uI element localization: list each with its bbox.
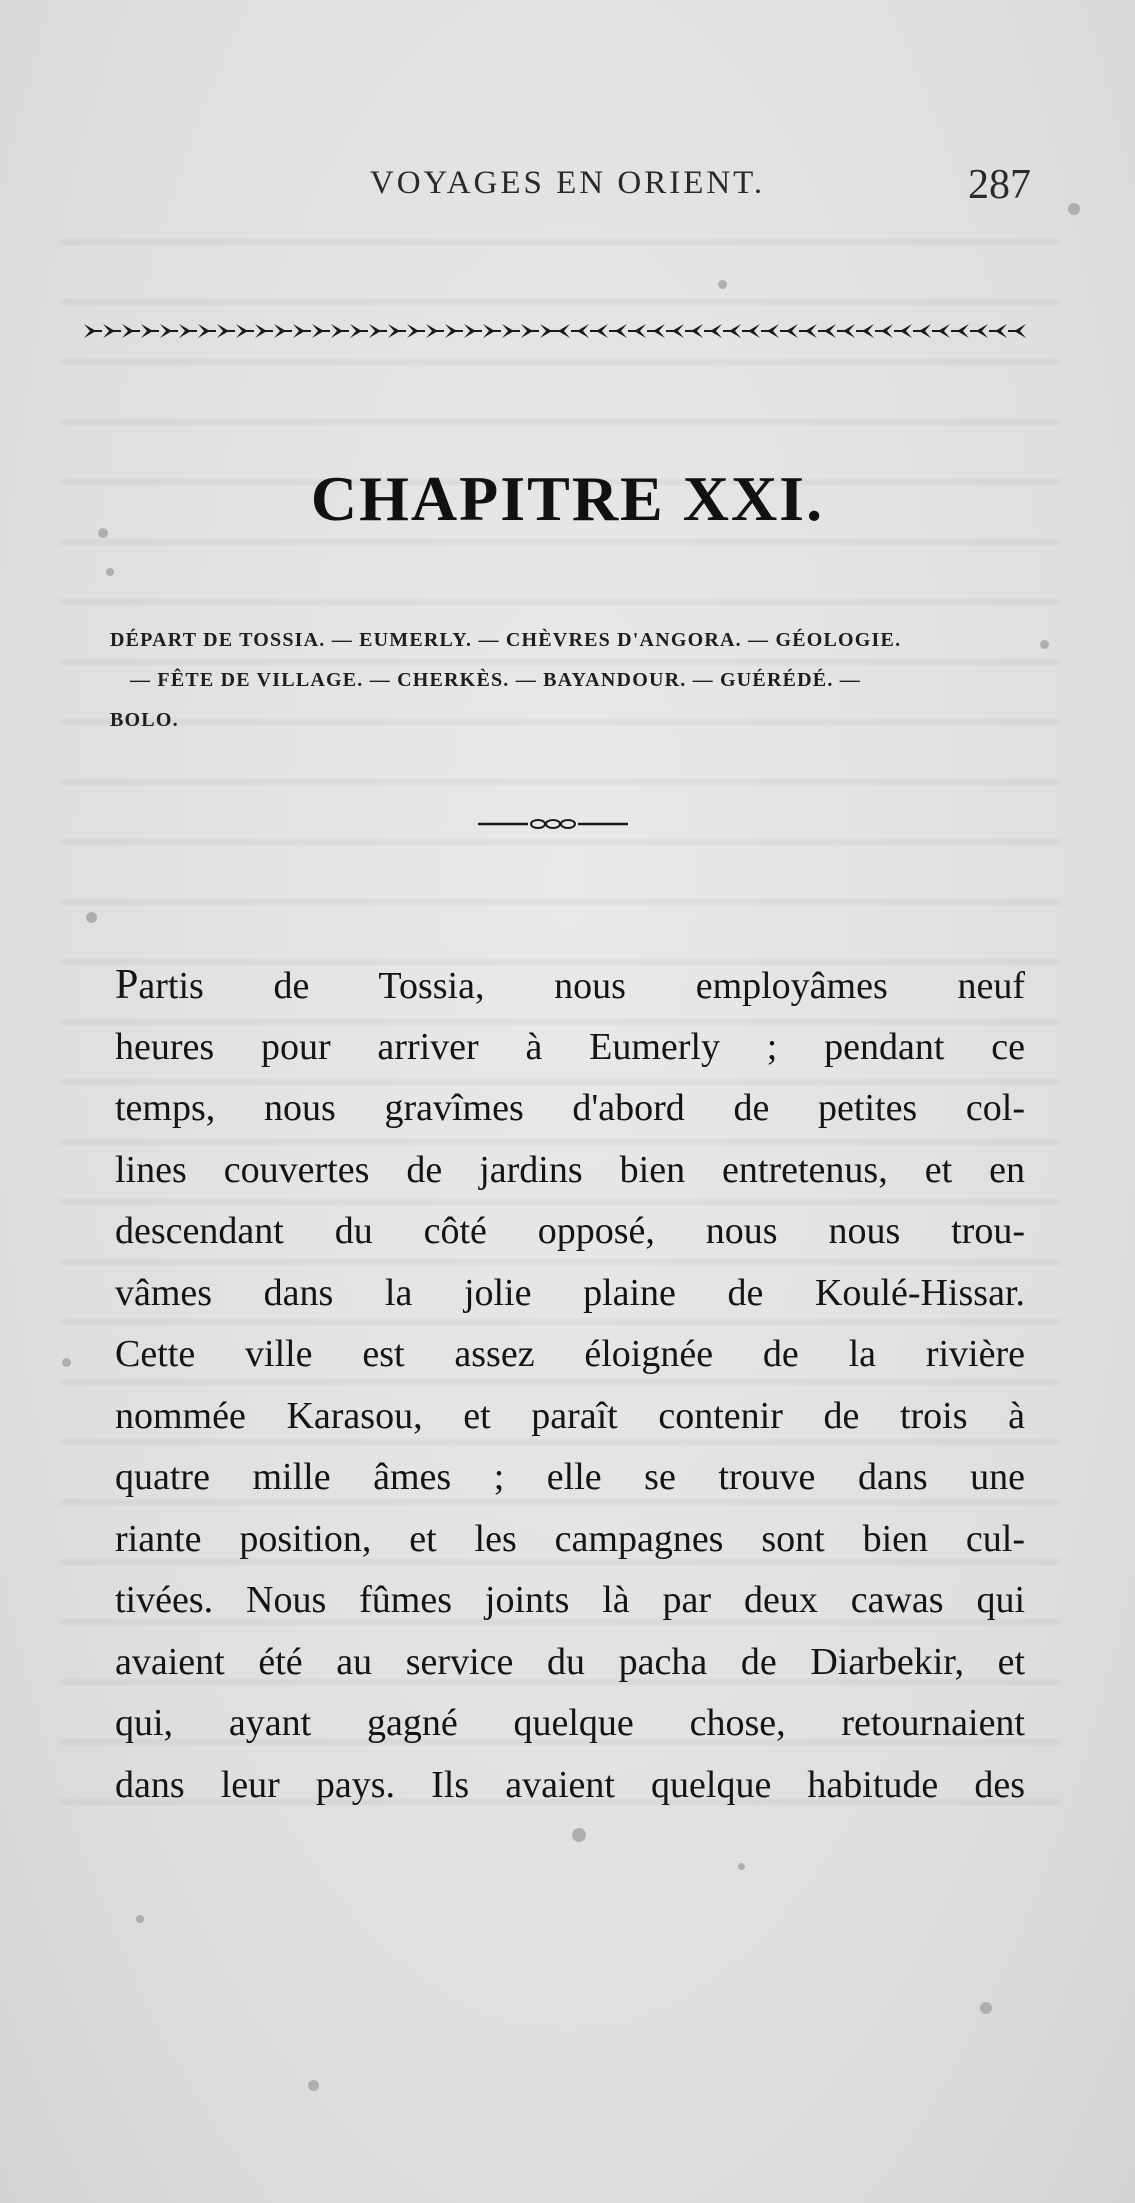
text-line: temps, nous gravîmes d'abord de petites col-	[115, 1087, 1025, 1129]
ornamental-rule	[82, 318, 1027, 344]
ornament-right-half	[552, 324, 1026, 338]
text-line: qui, ayant gagné quelque chose, retournaient	[115, 1702, 1025, 1744]
text-line: Partis de Tossia, nous employâmes neuf	[115, 962, 1025, 1008]
paper-speck	[86, 912, 97, 923]
ornament-left-half	[84, 324, 558, 338]
text-line: Cette ville est assez éloignée de la rivière	[115, 1333, 1025, 1375]
text-line: avaient été au service du pacha de Diarbekir, et	[115, 1640, 1025, 1683]
summary-line: BOLO.	[110, 709, 179, 731]
text-line: vâmes dans la jolie plaine de Koulé-Hissar.	[115, 1271, 1025, 1314]
paper-speck	[572, 1828, 586, 1842]
text-line: dans leur pays. Ils avaient quelque habitude des	[115, 1763, 1025, 1806]
running-title: VOYAGES EN ORIENT.	[369, 165, 766, 201]
summary-line: — FÊTE DE VILLAGE. — CHERKÈS. — BAYANDOUR. — GUÉRÉDÉ. —	[130, 669, 861, 691]
text-line: riante position, et les campagnes sont bien cul-	[115, 1517, 1025, 1560]
paper-speck	[980, 2002, 992, 2014]
text-line: lines couvertes de jardins bien entretenus, et en	[115, 1148, 1025, 1191]
paper-speck	[1068, 203, 1080, 215]
text-line: nommée Karasou, et paraît contenir de trois à	[115, 1394, 1025, 1437]
text-line: heures pour arriver à Eumerly ; pendant ce	[115, 1025, 1025, 1068]
section-divider-ornament	[478, 817, 628, 831]
text-line: descendant du côté opposé, nous nous trou-	[115, 1210, 1025, 1252]
text-line: tivées. Nous fûmes joints là par deux cawas qui	[115, 1579, 1025, 1621]
chapter-title: CHAPITRE XXI.	[310, 463, 825, 534]
paper-speck	[1040, 640, 1049, 649]
paper-speck	[136, 1915, 144, 1923]
paper-speck	[106, 568, 114, 576]
text-line: quatre mille âmes ; elle se trouve dans une	[115, 1456, 1025, 1498]
running-head	[0, 162, 1135, 208]
paper-speck	[718, 280, 727, 289]
paper-speck	[308, 2080, 319, 2091]
chapter-summary	[110, 620, 1030, 740]
paper-speck	[62, 1358, 71, 1367]
paper-speck	[98, 528, 108, 538]
paper-speck	[738, 1863, 745, 1870]
body-paragraph	[115, 955, 1025, 1816]
page-number: 287	[968, 162, 1031, 208]
summary-line: DÉPART DE TOSSIA. — EUMERLY. — CHÈVRES D'ANGORA. — GÉOLOGIE.	[110, 629, 902, 651]
